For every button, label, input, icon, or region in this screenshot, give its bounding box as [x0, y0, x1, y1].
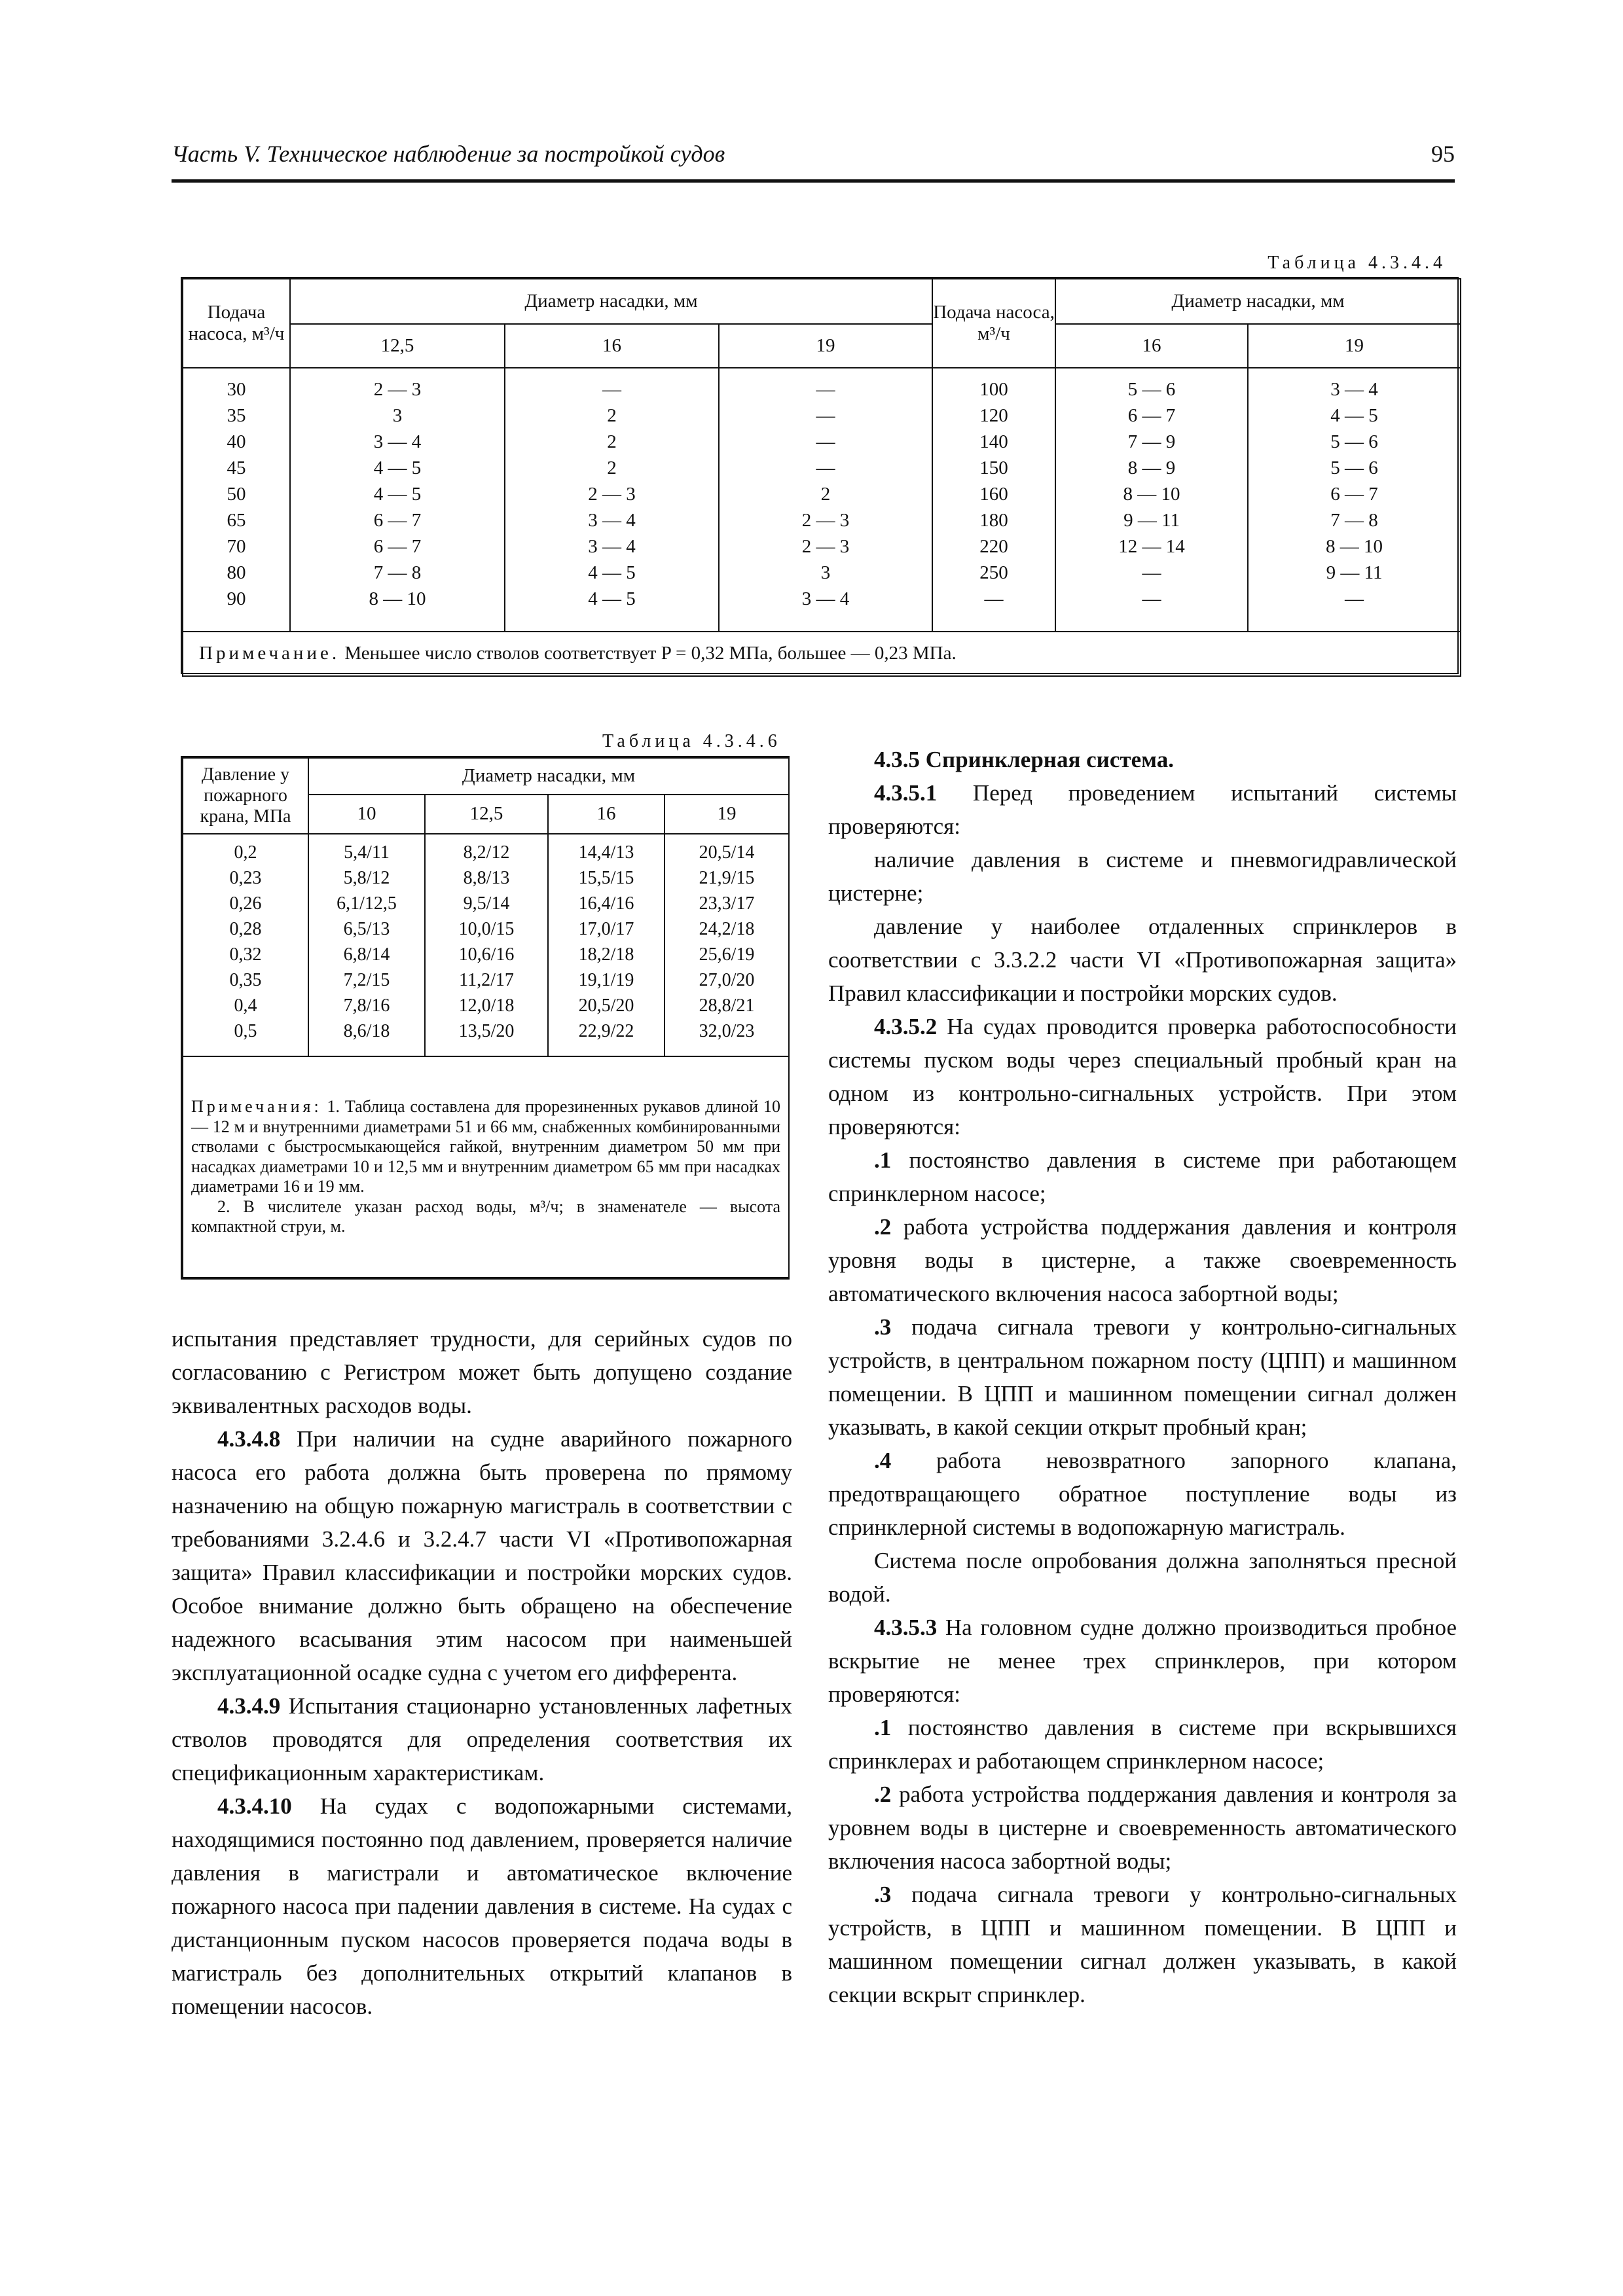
note-2: 2. В числителе указан расход воды, м³/ч; в знаменателе — высота компактной струи, м.: [191, 1196, 781, 1236]
table-cell: 6,1/12,5: [337, 893, 397, 914]
table-note: [183, 632, 1461, 676]
table-cell: 11,2/17: [459, 970, 514, 990]
header-pressure: Давление у пожарного крана, МПа: [183, 758, 308, 834]
table-cell: 3 — 4: [588, 536, 636, 557]
table-cell: 9,5/14: [463, 893, 510, 914]
table-cell: 0,35: [229, 970, 262, 990]
list-item: [828, 1444, 1457, 1544]
table-cell: 90: [227, 588, 246, 609]
table-cell: 4 — 5: [588, 562, 636, 583]
col-values: [505, 368, 719, 632]
clause-number: 4.3.4.8: [217, 1426, 281, 1452]
header-flow-2: Подача насоса, м³/ч: [932, 279, 1055, 368]
clause-number: 4.3.5.2: [874, 1014, 938, 1039]
item-text: подача сигнала тревоги у контрольно-сигнальных устройств, в ЦПП и машинном помещении. В ЦПП и машинном помещении сигнал должен указывать, в какой секции вскрыт спринклер.: [828, 1882, 1457, 2007]
table-cell: 3 — 4: [801, 588, 850, 609]
table-cell: 0,23: [229, 868, 262, 888]
paragraph: Система после опробования должна заполняться пресной водой.: [828, 1548, 1457, 1607]
col-values: [932, 368, 1055, 632]
col-values: [665, 834, 789, 1056]
table-cell: 8 — 10: [369, 588, 426, 609]
col-16b: 16: [1055, 324, 1248, 368]
table-cell: 45: [227, 457, 246, 478]
table-cell: 50: [227, 484, 246, 505]
table-cell: 18,2/18: [578, 944, 634, 965]
table-cell: 6,5/13: [343, 919, 390, 939]
table-cell: 30: [227, 379, 246, 400]
table-cell: 150: [979, 457, 1008, 478]
list-item: [828, 1711, 1457, 1778]
table-cell: 5,8/12: [343, 868, 390, 888]
page-number: 95: [1431, 141, 1455, 167]
clause-text: На головном судне должно производиться пробное вскрытие не менее трех спринклеров, при котором проверяются:: [828, 1615, 1457, 1707]
table-cell: 120: [979, 405, 1008, 426]
table-cell: —: [816, 379, 835, 400]
item-text: подача сигнала тревоги у контрольно-сигнальных устройств, в центральном пожарном посту (ЦПП) и машинном помещении. В ЦПП и машинном помещении сигнал должен указывать, в какой секции открыт пробный кран;: [828, 1314, 1457, 1440]
table-cell: 220: [979, 536, 1008, 557]
table-cell: 20,5/14: [699, 842, 755, 863]
table-cell: 9 — 11: [1123, 510, 1180, 531]
table-cell: 8,2/12: [463, 842, 510, 863]
paragraph-4-3-5-2: [828, 1010, 1457, 1143]
table-cell: 21,9/15: [699, 868, 755, 888]
table-notes: [183, 1056, 789, 1278]
table-cell: 23,3/17: [699, 893, 755, 914]
table-cell: 6,8/14: [343, 944, 390, 965]
list-item: [828, 1778, 1457, 1878]
item-text: работа устройства поддержания давления и контроля за уровнем воды в цистерне и своевременность автоматического включения насоса забортной воды;: [828, 1782, 1457, 1874]
item-text: работа невозвратного запорного клапана, предотвращающего обратное поступление воды из спринклерной системы в водопожарную магистраль.: [828, 1448, 1457, 1540]
table-cell: 2 — 3: [588, 484, 636, 505]
table-cell: 140: [979, 431, 1008, 452]
table-cell: 6 — 7: [1330, 484, 1378, 505]
paragraph-4-3-5-1: [828, 776, 1457, 843]
col-values: [308, 834, 425, 1056]
table-cell: 2: [607, 405, 617, 426]
table-caption-1: Таблица 4.3.4.4: [1267, 253, 1446, 273]
paragraph: испытания представляет трудности, для серийных судов по согласованию с Регистром может быть допущено создание эквивалентных расходов воды.: [172, 1326, 792, 1418]
col-19: 19: [665, 795, 789, 834]
paragraph: давление у наиболее отдаленных спринклеров в соответствии с 3.3.2.2 части VI «Противопожарная защита» Правил классификации и постройки морских судов.: [828, 914, 1457, 1006]
item-number: .4: [874, 1448, 892, 1473]
table-cell: 250: [979, 562, 1008, 583]
table-cell: —: [1142, 562, 1161, 583]
table-cell: 3 — 4: [373, 431, 422, 452]
table-4-3-4-4: [181, 277, 1459, 674]
section-heading: 4.3.5 Спринклерная система.: [874, 747, 1174, 772]
list-item: [828, 1143, 1457, 1210]
table-cell: 7 — 8: [1330, 510, 1378, 531]
col-values: [290, 368, 505, 632]
note-text: Меньшее число стволов соответствует P = 0,32 МПа, большее — 0,23 МПа.: [344, 643, 957, 664]
col-125: 12,5: [425, 795, 548, 834]
table-cell: 8 — 9: [1127, 457, 1176, 478]
col-values: [548, 834, 665, 1056]
clause-text: При наличии на судне аварийного пожарного насоса его работа должна быть проверена по прямому назначению на общую пожарную магистраль в соответствии с требованиями 3.2.4.6 и 3.2.4.7 части VI «Противопожарная защита» Правил классификации и постройки морских судов. Особое внимание должно быть обращено на обеспечение надежного всасывания этим насосом при наименьшей эксплуатационной осадке судна с учетом его дифферента.: [172, 1426, 792, 1685]
table-cell: 7 — 9: [1127, 431, 1176, 452]
table-cell: 4 — 5: [373, 457, 422, 478]
table-cell: 8 — 10: [1123, 484, 1180, 505]
header-diameter-2: Диаметр насадки, мм: [1055, 279, 1461, 324]
col-19: 19: [719, 324, 932, 368]
col-values: [425, 834, 548, 1056]
notes-label: Примечания:: [191, 1097, 322, 1117]
table-cell: 2: [820, 484, 831, 505]
table-cell: 65: [227, 510, 246, 531]
clause-number: 4.3.5.1: [874, 780, 938, 806]
table-cell: 20,5/20: [578, 996, 634, 1016]
table-cell: 12,0/18: [458, 996, 515, 1016]
table-cell: 180: [979, 510, 1008, 531]
table-cell: 12 — 14: [1118, 536, 1185, 557]
list-item: [828, 1210, 1457, 1310]
table-cell: 0,28: [229, 919, 262, 939]
table-cell: 2: [607, 431, 617, 452]
clause-number: 4.3.4.9: [217, 1693, 281, 1719]
table-cell: 2: [607, 457, 617, 478]
table-cell: 5 — 6: [1330, 457, 1378, 478]
header-flow: Подача насоса, м³/ч: [183, 279, 290, 368]
item-number: .1: [874, 1147, 892, 1173]
list-item: [828, 1878, 1457, 2011]
table-cell: 2 — 3: [801, 510, 850, 531]
table-cell: 100: [979, 379, 1008, 400]
col-values: [719, 368, 932, 632]
left-column: [172, 1322, 792, 2023]
col-16: 16: [548, 795, 665, 834]
table-cell: 6 — 7: [373, 536, 422, 557]
item-number: .2: [874, 1782, 892, 1807]
table-cell: 4 — 5: [1330, 405, 1378, 426]
table-cell: 27,0/20: [699, 970, 755, 990]
table-cell: 28,8/21: [699, 996, 755, 1016]
col-values: [1055, 368, 1248, 632]
running-title: Часть V. Техническое наблюдение за постройкой судов: [172, 141, 725, 167]
table-cell: —: [1345, 588, 1364, 609]
header-diameter: Диаметр насадки, мм: [290, 279, 932, 324]
table-cell: 0,4: [234, 996, 257, 1016]
table-caption-2: Таблица 4.3.4.6: [602, 731, 781, 751]
table-cell: 13,5/20: [458, 1021, 515, 1041]
table-cell: 25,6/19: [699, 944, 755, 965]
table-cell: 7,8/16: [343, 996, 390, 1016]
clause-text: Испытания стационарно установленных лафетных стволов проводятся для определения соответствия их спецификационным характеристикам.: [172, 1693, 792, 1785]
table-cell: 2 — 3: [373, 379, 422, 400]
table-cell: 9 — 11: [1326, 562, 1383, 583]
table-cell: 40: [227, 431, 246, 452]
table-cell: —: [816, 431, 835, 452]
table-cell: 32,0/23: [699, 1021, 755, 1041]
table-cell: 22,9/22: [578, 1021, 634, 1041]
table-cell: 5 — 6: [1330, 431, 1378, 452]
table-cell: 4 — 5: [373, 484, 422, 505]
table-cell: 3 — 4: [1330, 379, 1378, 400]
col-values: [1248, 368, 1461, 632]
table-cell: 2 — 3: [801, 536, 850, 557]
clause-number: 4.3.5.3: [874, 1615, 938, 1640]
item-number: .3: [874, 1314, 892, 1340]
page-header: [172, 140, 1455, 183]
paragraph-4-3-4-9: [172, 1689, 792, 1789]
table-cell: 0,2: [234, 842, 257, 863]
table-cell: 6 — 7: [373, 510, 422, 531]
table-cell: 0,5: [234, 1021, 257, 1041]
table-cell: 17,0/17: [578, 919, 634, 939]
list-item: [828, 1310, 1457, 1444]
table-cell: 15,5/15: [578, 868, 634, 888]
paragraph: наличие давления в системе и пневмогидравлической цистерне;: [828, 847, 1457, 906]
table-cell: 160: [979, 484, 1008, 505]
header-diameter: Диаметр насадки, мм: [308, 758, 789, 795]
item-text: работа устройства поддержания давления и контроля уровня воды в цистерне, а также своевременность автоматического включения насоса забортной воды;: [828, 1214, 1457, 1306]
table-cell: 3 — 4: [588, 510, 636, 531]
col-values: [183, 834, 308, 1056]
paragraph-4-3-5-3: [828, 1611, 1457, 1711]
item-text: постоянство давления в системе при работающем спринклерном насосе;: [828, 1147, 1457, 1206]
col-values: [183, 368, 290, 632]
table-cell: 5,4/11: [344, 842, 390, 863]
col-19b: 19: [1248, 324, 1461, 368]
table-cell: 70: [227, 536, 246, 557]
table-cell: 5 — 6: [1127, 379, 1176, 400]
table-cell: 35: [227, 405, 246, 426]
table-cell: —: [602, 379, 621, 400]
table-cell: 8,6/18: [343, 1021, 390, 1041]
table-cell: 8 — 10: [1326, 536, 1383, 557]
table-cell: 0,26: [229, 893, 262, 914]
clause-text: На судах проводится проверка работоспособности системы пуском воды через специальный пробный кран на одном из контрольно-сигнальных устройств. При этом проверяются:: [828, 1014, 1457, 1139]
item-text: постоянство давления в системе при вскрывшихся спринклерах и работающем спринклерном насосе;: [828, 1715, 1457, 1774]
clause-text: Перед проведением испытаний системы проверяются:: [828, 780, 1457, 839]
table-cell: 4 — 5: [588, 588, 636, 609]
item-number: .1: [874, 1715, 892, 1740]
table-cell: 3: [820, 562, 831, 583]
clause-number: 4.3.4.10: [217, 1793, 292, 1819]
table-cell: 14,4/13: [578, 842, 634, 863]
note-label: Примечание.: [199, 643, 340, 664]
col-10: 10: [308, 795, 425, 834]
col-125: 12,5: [290, 324, 505, 368]
table-cell: 8,8/13: [463, 868, 510, 888]
table-cell: 10,0/15: [458, 919, 515, 939]
col-16: 16: [505, 324, 719, 368]
table-cell: 16,4/16: [578, 893, 634, 914]
table-cell: 3: [392, 405, 403, 426]
item-number: .2: [874, 1214, 892, 1240]
table-cell: —: [816, 457, 835, 478]
table-cell: —: [1142, 588, 1161, 609]
table-cell: 80: [227, 562, 246, 583]
note-1: 1. Таблица составлена для прорезиненных рукавов длиной 10 — 12 м и внутренними диаметрами 51 и 66 мм, снабженных комбинированными стволами с быстросмыкающейся гайкой, внутренним диаметром 50 мм при насадках диаметрами 10 и 12,5 мм и внутренним диаметром 65 мм при насадках диаметрами 16 и 19 мм.: [191, 1097, 781, 1196]
table-cell: 24,2/18: [699, 919, 755, 939]
table-cell: —: [816, 405, 835, 426]
paragraph-4-3-4-10: [172, 1789, 792, 2023]
item-number: .3: [874, 1882, 892, 1907]
table-cell: —: [984, 588, 1004, 609]
table-cell: 10,6/16: [458, 944, 515, 965]
table-cell: 0,32: [229, 944, 262, 965]
table-cell: 7 — 8: [373, 562, 422, 583]
table-cell: 6 — 7: [1127, 405, 1176, 426]
table-cell: 7,2/15: [343, 970, 390, 990]
right-column: [828, 743, 1457, 2011]
table-4-3-4-6: [181, 756, 790, 1280]
clause-text: На судах с водопожарными системами, находящимися постоянно под давлением, проверяется наличие давления в магистрали и автоматическое включение пожарного насоса при падении давления в системе. На судах с дистанционным пуском насосов проверяется подача воды в магистраль без дополнительных открытий клапанов в помещении насосов.: [172, 1793, 793, 2019]
paragraph-4-3-4-8: [172, 1422, 792, 1689]
table-cell: 19,1/19: [578, 970, 634, 990]
